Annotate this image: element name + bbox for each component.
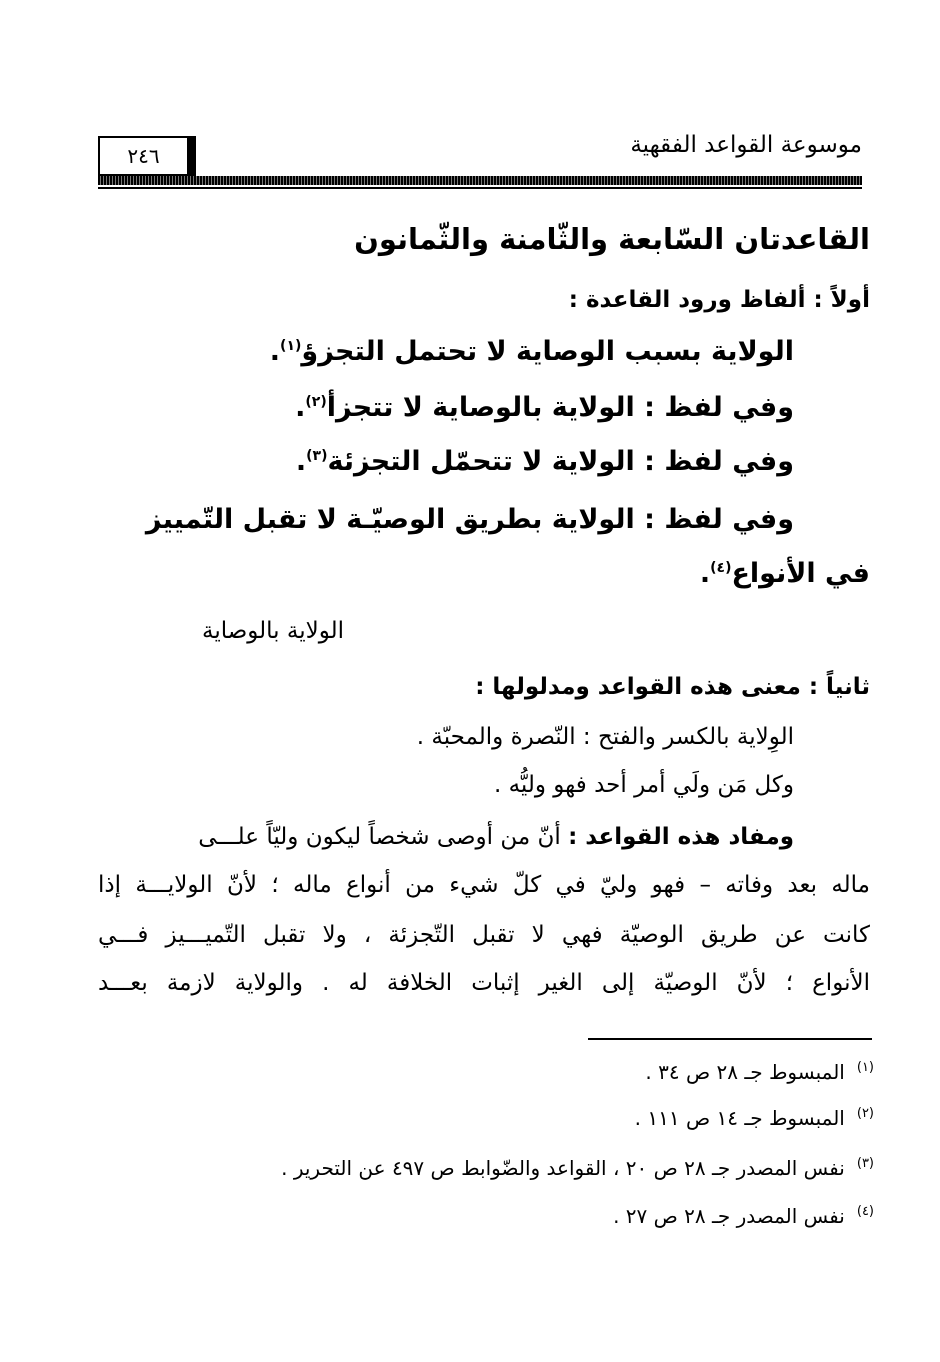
footnote-ref-3: (٣) <box>306 448 328 464</box>
paragraph-lead: ومفاد هذه القواعد : <box>568 824 794 850</box>
footnote-mark-3: (٣) <box>856 1156 874 1172</box>
header-rule <box>98 176 862 185</box>
footnote-divider <box>588 1038 872 1040</box>
paragraph-first-line <box>198 824 794 850</box>
first-section-label: أولاً : ألفاظ ورود القاعدة : <box>568 287 870 313</box>
page-header <box>98 128 862 188</box>
paragraph-first-text: أنّ من أوصى شخصاً ليكون وليّاً علـــى <box>198 824 561 850</box>
paragraph-line: كانت عن طريق الوصيّة فهي لا تقبل التّجزئة ، ولا تقبل التّميـــيز فـــي <box>98 922 870 948</box>
rule-4-end: . <box>699 558 711 589</box>
definition-line-1: الوِلاية بالكسر والفتح : النّصرة والمحبّة . <box>416 724 794 750</box>
footnote-mark-4: (٤) <box>856 1204 874 1220</box>
footnote-ref-2: (٢) <box>305 394 327 410</box>
second-section-label: ثانياً : معنى هذه القواعد ومدلولها : <box>475 674 870 700</box>
section-heading: القاعدتان السّابعة والثّامنة والثّمانون <box>354 222 870 256</box>
rule-3-text: وفي لفظ : الولاية لا تتحمّل التجزئة <box>327 446 794 477</box>
paragraph-line: الأنواع ؛ لأنّ الوصيّة إلى الغير إثبات الخلافة له . والولاية لازمة بعـــد <box>98 970 870 996</box>
footnote-2 <box>635 1106 874 1130</box>
paragraph-line: ماله بعد وفاته – فهو وليّ في كلّ شيء من أنواع ماله ؛ لأنّ الولايـــة إذا <box>98 872 870 898</box>
footnote-text-4: نفس المصدر جـ ٢٨ ص ٢٧ . <box>613 1204 845 1228</box>
rule-4-text: في الأنواع <box>731 558 870 589</box>
running-title: موسوعة القواعد الفقهية <box>630 132 862 158</box>
rule-3-end: . <box>295 446 307 477</box>
footnote-ref-4: (٤) <box>710 560 732 576</box>
footnote-1 <box>645 1060 874 1084</box>
footnote-mark-2: (٢) <box>856 1106 874 1122</box>
footnote-mark-1: (١) <box>856 1060 874 1076</box>
definition-line-2: وكل مَن ولَي أمر أحد فهو وليُّه . <box>493 772 794 798</box>
footnote-3 <box>281 1156 874 1180</box>
footnote-text-3: نفس المصدر جـ ٢٨ ص ٢٠ ، القواعد والضّوابط ص ٤٩٧ عن التحرير . <box>281 1156 845 1180</box>
footnote-ref-1: (١) <box>280 338 302 354</box>
footnote-text-1: المبسوط جـ ٢٨ ص ٣٤ . <box>645 1060 845 1084</box>
rule-line-2 <box>295 392 794 423</box>
footnote-text-2: المبسوط جـ ١٤ ص ١١١ . <box>634 1106 845 1130</box>
rule-line-4-continued <box>700 558 870 589</box>
header-rule-thin <box>98 187 862 189</box>
rule-2-end: . <box>295 392 306 423</box>
rule-2-text: وفي لفظ : الولاية بالوصاية لا تتجزأ <box>326 392 794 423</box>
rule-1-text: الولاية بسبب الوصاية لا تحتمل التجزؤ <box>301 336 794 367</box>
rule-line-4: وفي لفظ : الولاية بطريق الوصيّـة لا تقبل التّمييز <box>145 504 794 535</box>
footnote-4 <box>613 1204 874 1228</box>
subtitle-note: الولاية بالوصاية <box>201 618 344 644</box>
rule-1-end: . <box>269 336 281 367</box>
page-number: ٢٤٦ <box>98 136 196 176</box>
rule-line-3 <box>296 446 794 477</box>
rule-line-1 <box>270 336 794 367</box>
